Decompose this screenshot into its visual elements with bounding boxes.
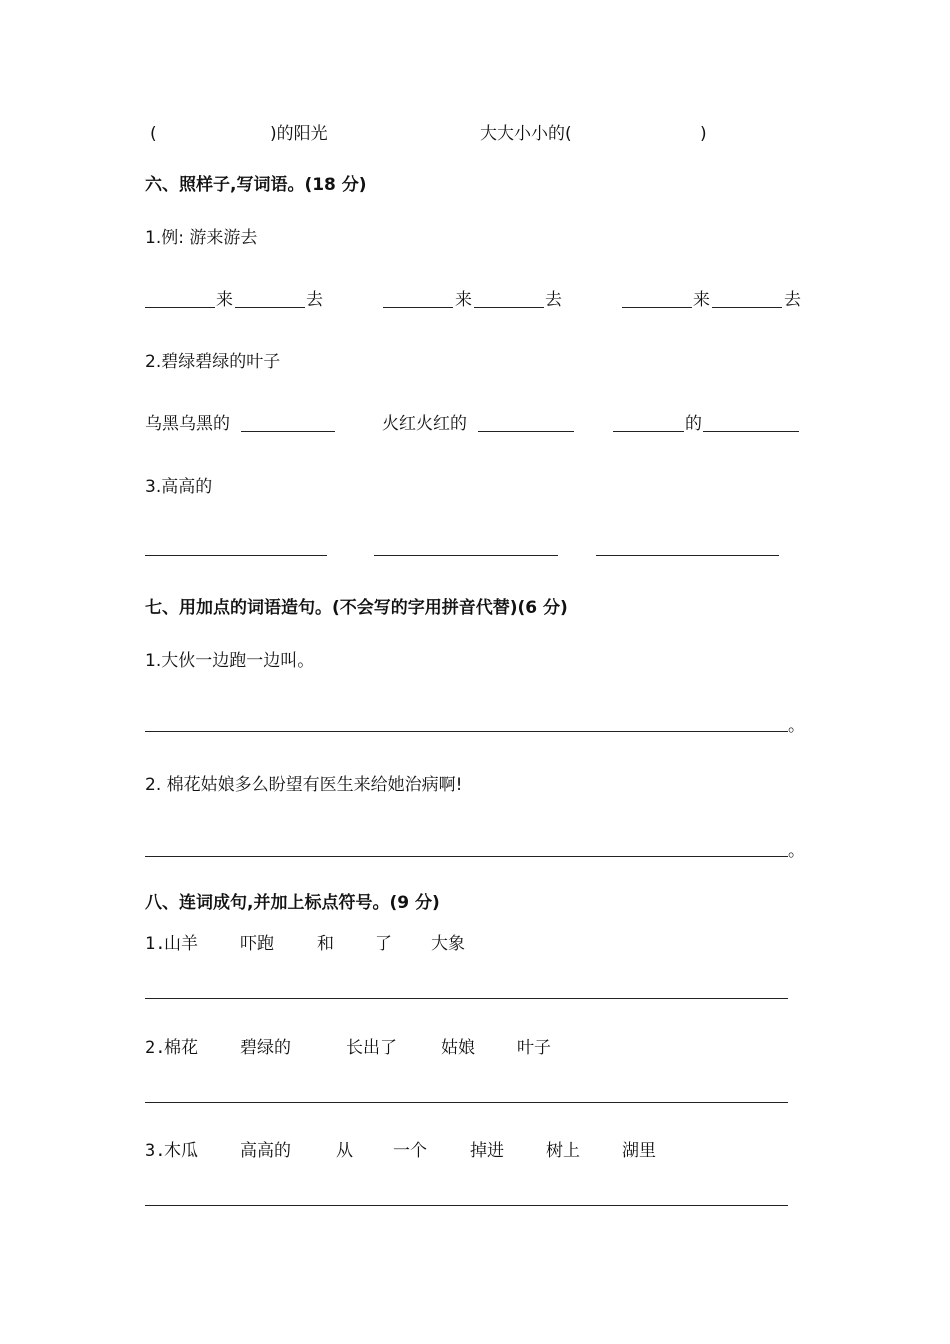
answer-blank[interactable] xyxy=(474,307,544,308)
q5-paren-close-right: ) xyxy=(700,124,707,144)
word-token: 树上 xyxy=(546,1141,580,1161)
answer-blank[interactable] xyxy=(241,431,335,432)
section8-heading: 八、连词成句,并加上标点符号。(9 分) xyxy=(145,893,440,913)
word-token: 从 xyxy=(336,1141,353,1161)
section6-item2-example: 2.碧绿碧绿的叶子 xyxy=(145,352,281,372)
section7-q1: 1.大伙一边跑一边叫。 xyxy=(145,651,315,671)
word-token: 长出了 xyxy=(346,1038,397,1058)
q5-paren-open: ( xyxy=(150,124,157,144)
prompt-wuhei: 乌黑乌黑的 xyxy=(145,414,230,434)
word-token: 了 xyxy=(375,934,392,954)
q3-number: 3. xyxy=(145,1141,166,1161)
word-token: 大象 xyxy=(431,934,465,954)
answer-line[interactable] xyxy=(145,1205,788,1206)
answer-line[interactable] xyxy=(145,1102,788,1103)
answer-blank[interactable] xyxy=(703,431,799,432)
lai-char: 来 xyxy=(216,290,233,310)
prompt-de: 的 xyxy=(685,414,702,434)
word-token: 掉进 xyxy=(470,1141,504,1161)
word-token: 吓跑 xyxy=(240,934,274,954)
answer-line[interactable] xyxy=(145,856,788,857)
word-token: 高高的 xyxy=(240,1141,291,1161)
word-token: 木瓜 xyxy=(164,1141,198,1161)
answer-blank[interactable] xyxy=(235,307,305,308)
word-token: 姑娘 xyxy=(441,1038,475,1058)
prompt-huohong: 火红火红的 xyxy=(382,414,467,434)
answer-blank[interactable] xyxy=(712,307,782,308)
answer-blank[interactable] xyxy=(145,555,327,556)
qu-char: 去 xyxy=(545,290,562,310)
q5-paren-close-sunlight: )的阳光 xyxy=(270,124,328,144)
qu-char: 去 xyxy=(306,290,323,310)
word-token: 一个 xyxy=(393,1141,427,1161)
answer-line[interactable] xyxy=(145,998,788,999)
answer-blank[interactable] xyxy=(596,555,779,556)
q2-number: 2. xyxy=(145,1038,166,1058)
word-token: 湖里 xyxy=(622,1141,656,1161)
lai-char: 来 xyxy=(455,290,472,310)
end-period: 。 xyxy=(788,841,805,861)
word-token: 和 xyxy=(317,934,334,954)
section7-heading: 七、用加点的词语造句。(不会写的字用拼音代替)(6 分) xyxy=(145,598,568,618)
answer-blank[interactable] xyxy=(613,431,684,432)
answer-line[interactable] xyxy=(145,731,788,732)
word-token: 棉花 xyxy=(164,1038,198,1058)
answer-blank[interactable] xyxy=(145,307,215,308)
answer-blank[interactable] xyxy=(622,307,692,308)
answer-blank[interactable] xyxy=(383,307,453,308)
end-period: 。 xyxy=(788,716,805,736)
q1-number: 1. xyxy=(145,934,166,954)
answer-blank[interactable] xyxy=(478,431,574,432)
section7-q2: 2. 棉花姑娘多么盼望有医生来给她治病啊! xyxy=(145,775,463,795)
answer-blank[interactable] xyxy=(374,555,558,556)
qu-char: 去 xyxy=(784,290,801,310)
section6-item1-example: 1.例: 游来游去 xyxy=(145,228,258,248)
section6-heading: 六、照样子,写词语。(18 分) xyxy=(145,175,367,195)
word-token: 山羊 xyxy=(164,934,198,954)
lai-char: 来 xyxy=(693,290,710,310)
word-token: 叶子 xyxy=(517,1038,551,1058)
word-token: 碧绿的 xyxy=(240,1038,291,1058)
section6-item3-example: 3.高高的 xyxy=(145,477,213,497)
q5-big-small-prefix: 大大小小的( xyxy=(480,124,572,144)
